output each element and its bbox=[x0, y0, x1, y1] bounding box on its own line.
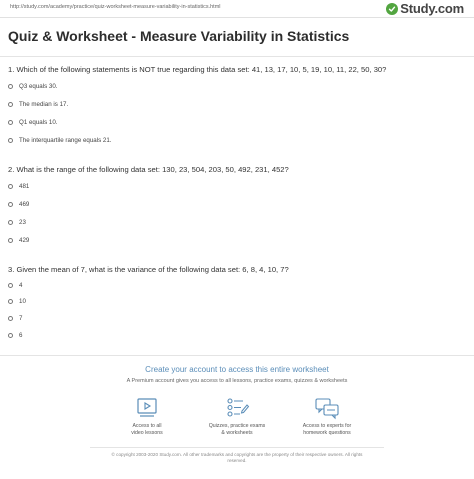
option-label: 481 bbox=[19, 183, 30, 190]
radio-icon[interactable] bbox=[8, 120, 13, 125]
page-title: Quiz & Worksheet - Measure Variability in Statistics bbox=[8, 28, 350, 44]
option-1d[interactable] bbox=[8, 137, 112, 144]
question-3: 3. Given the mean of 7, what is the variance of the following data set: 6, 8, 4, 10, 7? bbox=[8, 265, 289, 274]
option-3a[interactable] bbox=[8, 282, 22, 289]
radio-icon[interactable] bbox=[8, 299, 13, 304]
promo-subheading: A Premium account gives you access to all lessons, practice exams, quizzes & worksheets bbox=[126, 378, 348, 384]
radio-icon[interactable] bbox=[8, 220, 13, 225]
header-divider bbox=[0, 17, 474, 18]
radio-icon[interactable] bbox=[8, 202, 13, 207]
option-3d[interactable] bbox=[8, 332, 22, 339]
question-1: 1. Which of the following statements is NOT true regarding this data set: 41, 13, 17, 10, 5, 19, 10, 11, 22, 50, 30? bbox=[8, 65, 387, 74]
option-label: Q1 equals 10. bbox=[19, 119, 58, 126]
radio-icon[interactable] bbox=[8, 102, 13, 107]
radio-icon[interactable] bbox=[8, 238, 13, 243]
logo-text: Study.com bbox=[400, 1, 464, 16]
title-divider bbox=[0, 56, 474, 57]
option-label: 23 bbox=[19, 219, 26, 226]
video-lessons-icon bbox=[133, 396, 161, 420]
radio-icon[interactable] bbox=[8, 84, 13, 89]
option-2c[interactable] bbox=[8, 219, 26, 226]
option-label: The interquartile range equals 21. bbox=[19, 137, 112, 144]
feature-label-line2: homework questions bbox=[303, 430, 351, 436]
create-account-link[interactable]: Create your account to access this entire worksheet bbox=[145, 365, 329, 374]
feature-label-line1: Quizzes, practice exams bbox=[208, 423, 266, 429]
copyright-line2: reserved. bbox=[227, 458, 247, 463]
page-url[interactable]: http://study.com/academy/practice/quiz-worksheet-measure-variability-in-statistics.html bbox=[10, 4, 221, 10]
promo-divider bbox=[0, 355, 474, 356]
option-label: 429 bbox=[19, 237, 30, 244]
option-3b[interactable] bbox=[8, 298, 26, 305]
option-label: The median is 17. bbox=[19, 101, 69, 108]
option-1b[interactable] bbox=[8, 101, 68, 108]
feature-experts bbox=[272, 396, 382, 437]
radio-icon[interactable] bbox=[8, 283, 13, 288]
feature-label-line2: video lessons bbox=[131, 430, 163, 436]
question-2: 2. What is the range of the following data set: 130, 23, 504, 203, 50, 492, 231, 452? bbox=[8, 165, 289, 174]
top-bar bbox=[0, 0, 474, 16]
radio-icon[interactable] bbox=[8, 333, 13, 338]
expert-chat-icon bbox=[313, 396, 341, 420]
feature-label-line2: & worksheets bbox=[221, 430, 253, 436]
option-2a[interactable] bbox=[8, 183, 29, 190]
option-label: 4 bbox=[19, 282, 23, 289]
copyright-line1: © copyright 2003-2020 Study.com. All other trademarks and copyrights are the property of their respective owners. All rights bbox=[111, 452, 363, 457]
option-2d[interactable] bbox=[8, 237, 29, 244]
option-label: 6 bbox=[19, 332, 23, 339]
radio-icon[interactable] bbox=[8, 138, 13, 143]
option-label: 7 bbox=[19, 315, 23, 322]
option-1c[interactable] bbox=[8, 119, 58, 126]
radio-icon[interactable] bbox=[8, 316, 13, 321]
option-label: Q3 equals 30. bbox=[19, 83, 58, 90]
radio-icon[interactable] bbox=[8, 184, 13, 189]
feature-label-line1: Access to all bbox=[132, 423, 162, 429]
copyright-notice bbox=[90, 452, 384, 464]
footer-divider bbox=[90, 447, 384, 448]
option-3c[interactable] bbox=[8, 315, 22, 322]
study-logo-icon bbox=[386, 3, 398, 15]
feature-label-line1: Access to experts for bbox=[302, 423, 352, 429]
option-1a[interactable] bbox=[8, 83, 58, 90]
quiz-checklist-icon bbox=[223, 396, 251, 420]
study-logo[interactable] bbox=[386, 1, 464, 16]
option-label: 469 bbox=[19, 201, 30, 208]
option-2b[interactable] bbox=[8, 201, 29, 208]
option-label: 10 bbox=[19, 298, 26, 305]
